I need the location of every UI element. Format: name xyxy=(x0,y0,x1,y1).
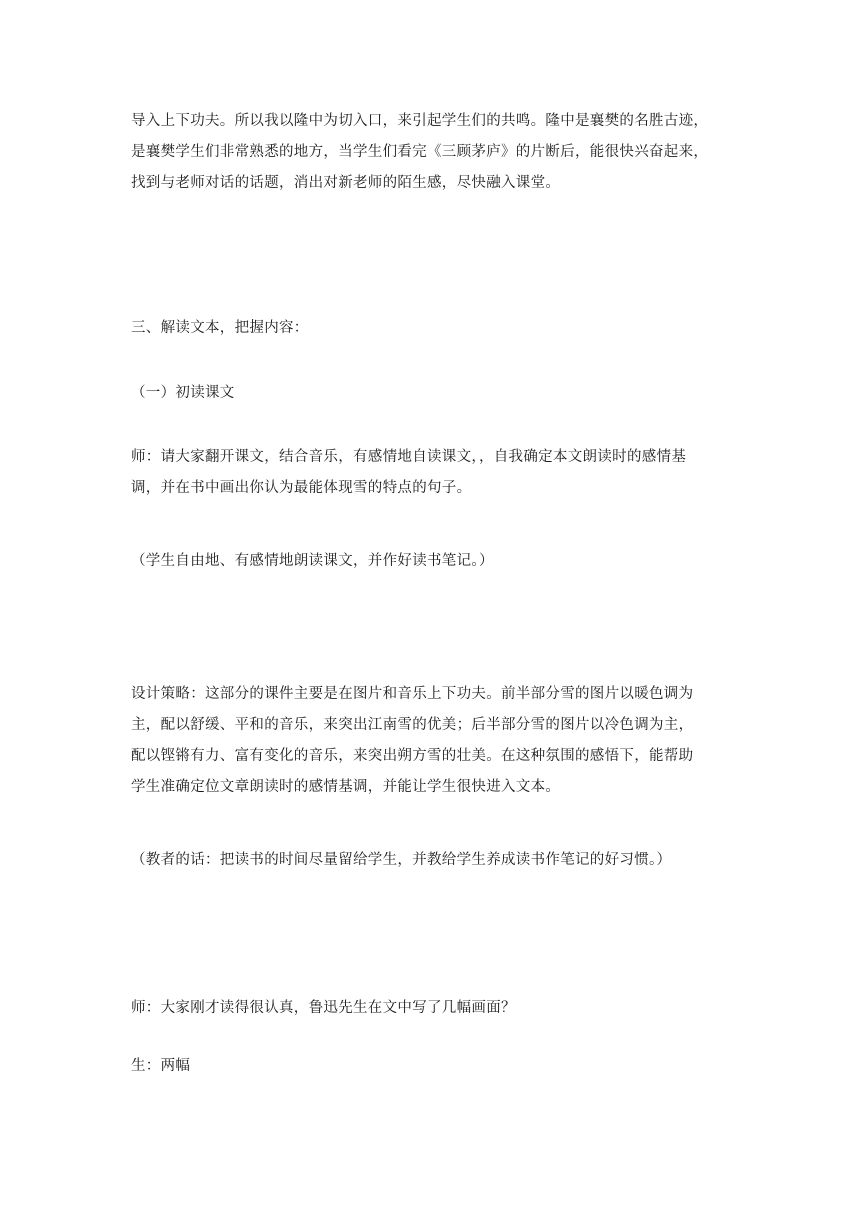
text-line: 师：大家刚才读得很认真，鲁迅先生在文中写了几幅画面？ xyxy=(131,1000,516,1016)
paragraph-design-strategy xyxy=(131,679,743,803)
text-line: （一）初读课文 xyxy=(131,385,235,401)
paragraph-student-answer xyxy=(131,1051,743,1082)
text-line: 是襄樊学生们非常熟悉的地方，当学生们看完《三顾茅庐》的片断后，能很快兴奋起来， xyxy=(131,144,709,160)
text-line: 学生准确定位文章朗读时的感情基调，并能让学生很快进入文本。 xyxy=(131,779,561,795)
text-line: 调，并在书中画出你认为最能体现雪的特点的句子。 xyxy=(131,480,472,496)
text-line: （学生自由地、有感情地朗读课文，并作好读书笔记。） xyxy=(131,553,494,569)
text-line: 生：两幅 xyxy=(131,1058,191,1074)
paragraph-teacher-question xyxy=(131,993,743,1024)
text-line: 找到与老师对话的话题，消出对新老师的陌生感，尽快融入课堂。 xyxy=(131,175,561,191)
text-line: 师：请大家翻开课文，结合音乐，有感情地自读课文，，自我确定本文朗读时的感情基 xyxy=(131,449,687,465)
paragraph-student-activity xyxy=(131,546,743,577)
text-line: 设计策略：这部分的课件主要是在图片和音乐上下功夫。前半部分雪的图片以暖色调为 xyxy=(131,686,694,702)
paragraph-intro-design-note xyxy=(131,106,743,199)
text-line: 导入上下功夫。所以我以隆中为切入口，来引起学生们的共鸣。隆中是襄樊的名胜古迹， xyxy=(131,113,709,129)
text-line: （教者的话：把读书的时间尽量留给学生，并教给学生养成读书作笔记的好习惯。） xyxy=(131,852,672,868)
paragraph-teacher-instruction xyxy=(131,442,743,504)
text-line: 主，配以舒缓、平和的音乐，来突出江南雪的优美；后半部分雪的图片以冷色调为主， xyxy=(131,717,694,733)
section-heading xyxy=(131,313,743,344)
subsection-heading xyxy=(131,378,743,409)
text-line: 配以铿锵有力、富有变化的音乐，来突出朔方雪的壮美。在这种氛围的感悟下，能帮助 xyxy=(131,748,694,764)
paragraph-teacher-note xyxy=(131,845,743,876)
text-line: 三、解读文本，把握内容： xyxy=(131,320,309,336)
